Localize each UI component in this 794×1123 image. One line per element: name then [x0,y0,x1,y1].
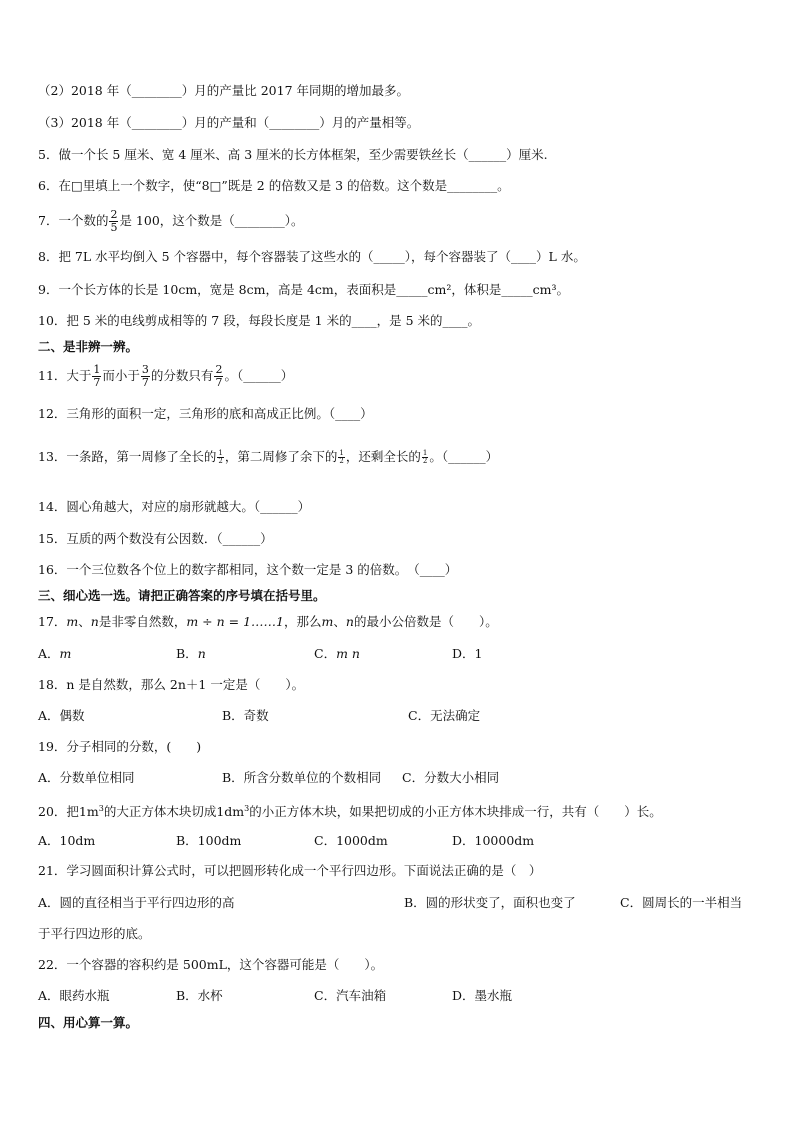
option-a[interactable]: A．分数单位相同 [38,770,135,785]
fraction-1-2: $\frac{1}{2}$ [422,449,428,465]
question-12: 12．三角形的面积一定，三角形的底和高成正比例。（____） [38,406,373,421]
option-a[interactable]: A．偶数 [38,708,85,723]
question-16: 16．一个三位数各个位上的数字都相同，这个数一定是 3 的倍数。 （____） [38,562,458,577]
question-19: 19．分子相同的分数，( ) [38,739,202,754]
option-c[interactable]: C．m n [314,646,360,661]
option-c[interactable]: C．1000dm [314,833,388,848]
option-a[interactable]: A．m [38,646,72,661]
question-9: 9．一个长方体的长是 10cm，宽是 8cm，高是 4cm，表面积是_____cm²，体积是_____cm³。 [38,282,569,297]
question-17: 17．m、n是非零自然数，m ÷ n = 1……1，那么m、n的最小公倍数是（ ）。 [38,614,498,629]
fraction-2-5: $\frac{2}{5}$ [110,208,118,234]
option-b[interactable]: B．100dm [176,833,242,848]
option-b[interactable]: B．水杯 [176,988,223,1003]
question-5: 5．做一个长 5 厘米、宽 4 厘米、高 3 厘米的长方体框架，至少需要铁丝长（______）厘米. [38,147,548,162]
fraction-1-2: $\frac{1}{2}$ [339,449,344,465]
option-c[interactable]: C．圆周长的一半相当 [620,895,743,910]
question-22: 22．一个容器的容积约是 500mL，这个容器可能是（ ）。 [38,957,384,972]
option-b[interactable]: B．圆的形状变了，面积也变了 [404,895,576,910]
option-c[interactable]: C．无法确定 [408,708,481,723]
section-4-heading: 四、用心算一算。 [38,1015,139,1030]
option-b[interactable]: B．所含分数单位的个数相同 [222,770,382,785]
option-d[interactable]: D．10000dm [452,833,535,848]
fraction-2-7: $\frac{2}{7}$ [215,363,223,389]
option-d[interactable]: D．1 [452,646,483,661]
question-4-2: （2）2018 年（________）月的产量比 2017 年同期的增加最多。 [38,83,409,98]
question-11: 11．大于 $\frac{1}{7}$ 而小于 $\frac{3}{7}$ 的分数只有 $\frac{2}{7}$ 。（______） [38,363,294,389]
question-7: 7．一个数的 $\frac{2}{5}$ 是 100，这个数是（________）。 [38,208,304,234]
fraction-1-7: $\frac{1}{7}$ [93,363,101,389]
option-b[interactable]: B．n [176,646,206,661]
option-d[interactable]: D．墨水瓶 [452,988,513,1003]
question-13: 13．一条路，第一周修了全长的 $\frac{1}{2}$ ，第二周修了余下的 $\frac{1}{2}$ ，还剩全长的 $\frac{1}{2}$ 。（______） [38,449,499,465]
question-14: 14．圆心角越大，对应的扇形就越大。（______） [38,499,311,514]
option-a[interactable]: A．圆的直径相当于平行四边形的高 [38,895,235,910]
question-6: 6．在□里填上一个数字，使“8□”既是 2 的倍数又是 3 的倍数。这个数是________。 [38,178,510,193]
question-15: 15．互质的两个数没有公因数．（______） [38,531,273,546]
option-a[interactable]: A．10dm [38,833,96,848]
option-a[interactable]: A．眼药水瓶 [38,988,110,1003]
question-8: 8．把 7L 水平均倒入 5 个容器中，每个容器装了这些水的（_____），每个容器装了（____）L 水。 [38,249,586,264]
question-10: 10．把 5 米的电线剪成相等的 7 段，每段长度是 1 米的____，是 5 米的____。 [38,313,481,328]
question-18: 18．n 是自然数，那么 2n＋1 一定是（ ）。 [38,677,305,692]
fraction-1-2: $\frac{1}{2}$ [218,449,223,465]
option-c[interactable]: C．分数大小相同 [402,770,500,785]
option-c[interactable]: C．汽车油箱 [314,988,387,1003]
fraction-3-7: $\frac{3}{7}$ [141,363,149,389]
question-21-option-c-continued: 于平行四边形的底。 [38,926,151,941]
question-4-3: （3）2018 年（________）月的产量和（________）月的产量相等。 [38,115,420,130]
section-2-heading: 二、是非辨一辨。 [38,339,139,354]
section-3-heading: 三、细心选一选。请把正确答案的序号填在括号里。 [38,588,326,603]
question-20: 20．把$1m^3$的大正方体木块切成$1dm^3$的小正方体木块，如果把切成的小正方体木块排成一行，共有（ ）长。 [38,804,662,820]
question-21: 21．学习圆面积计算公式时，可以把圆形转化成一个平行四边形。下面说法正确的是（ ） [38,863,542,878]
option-b[interactable]: B．奇数 [222,708,269,723]
